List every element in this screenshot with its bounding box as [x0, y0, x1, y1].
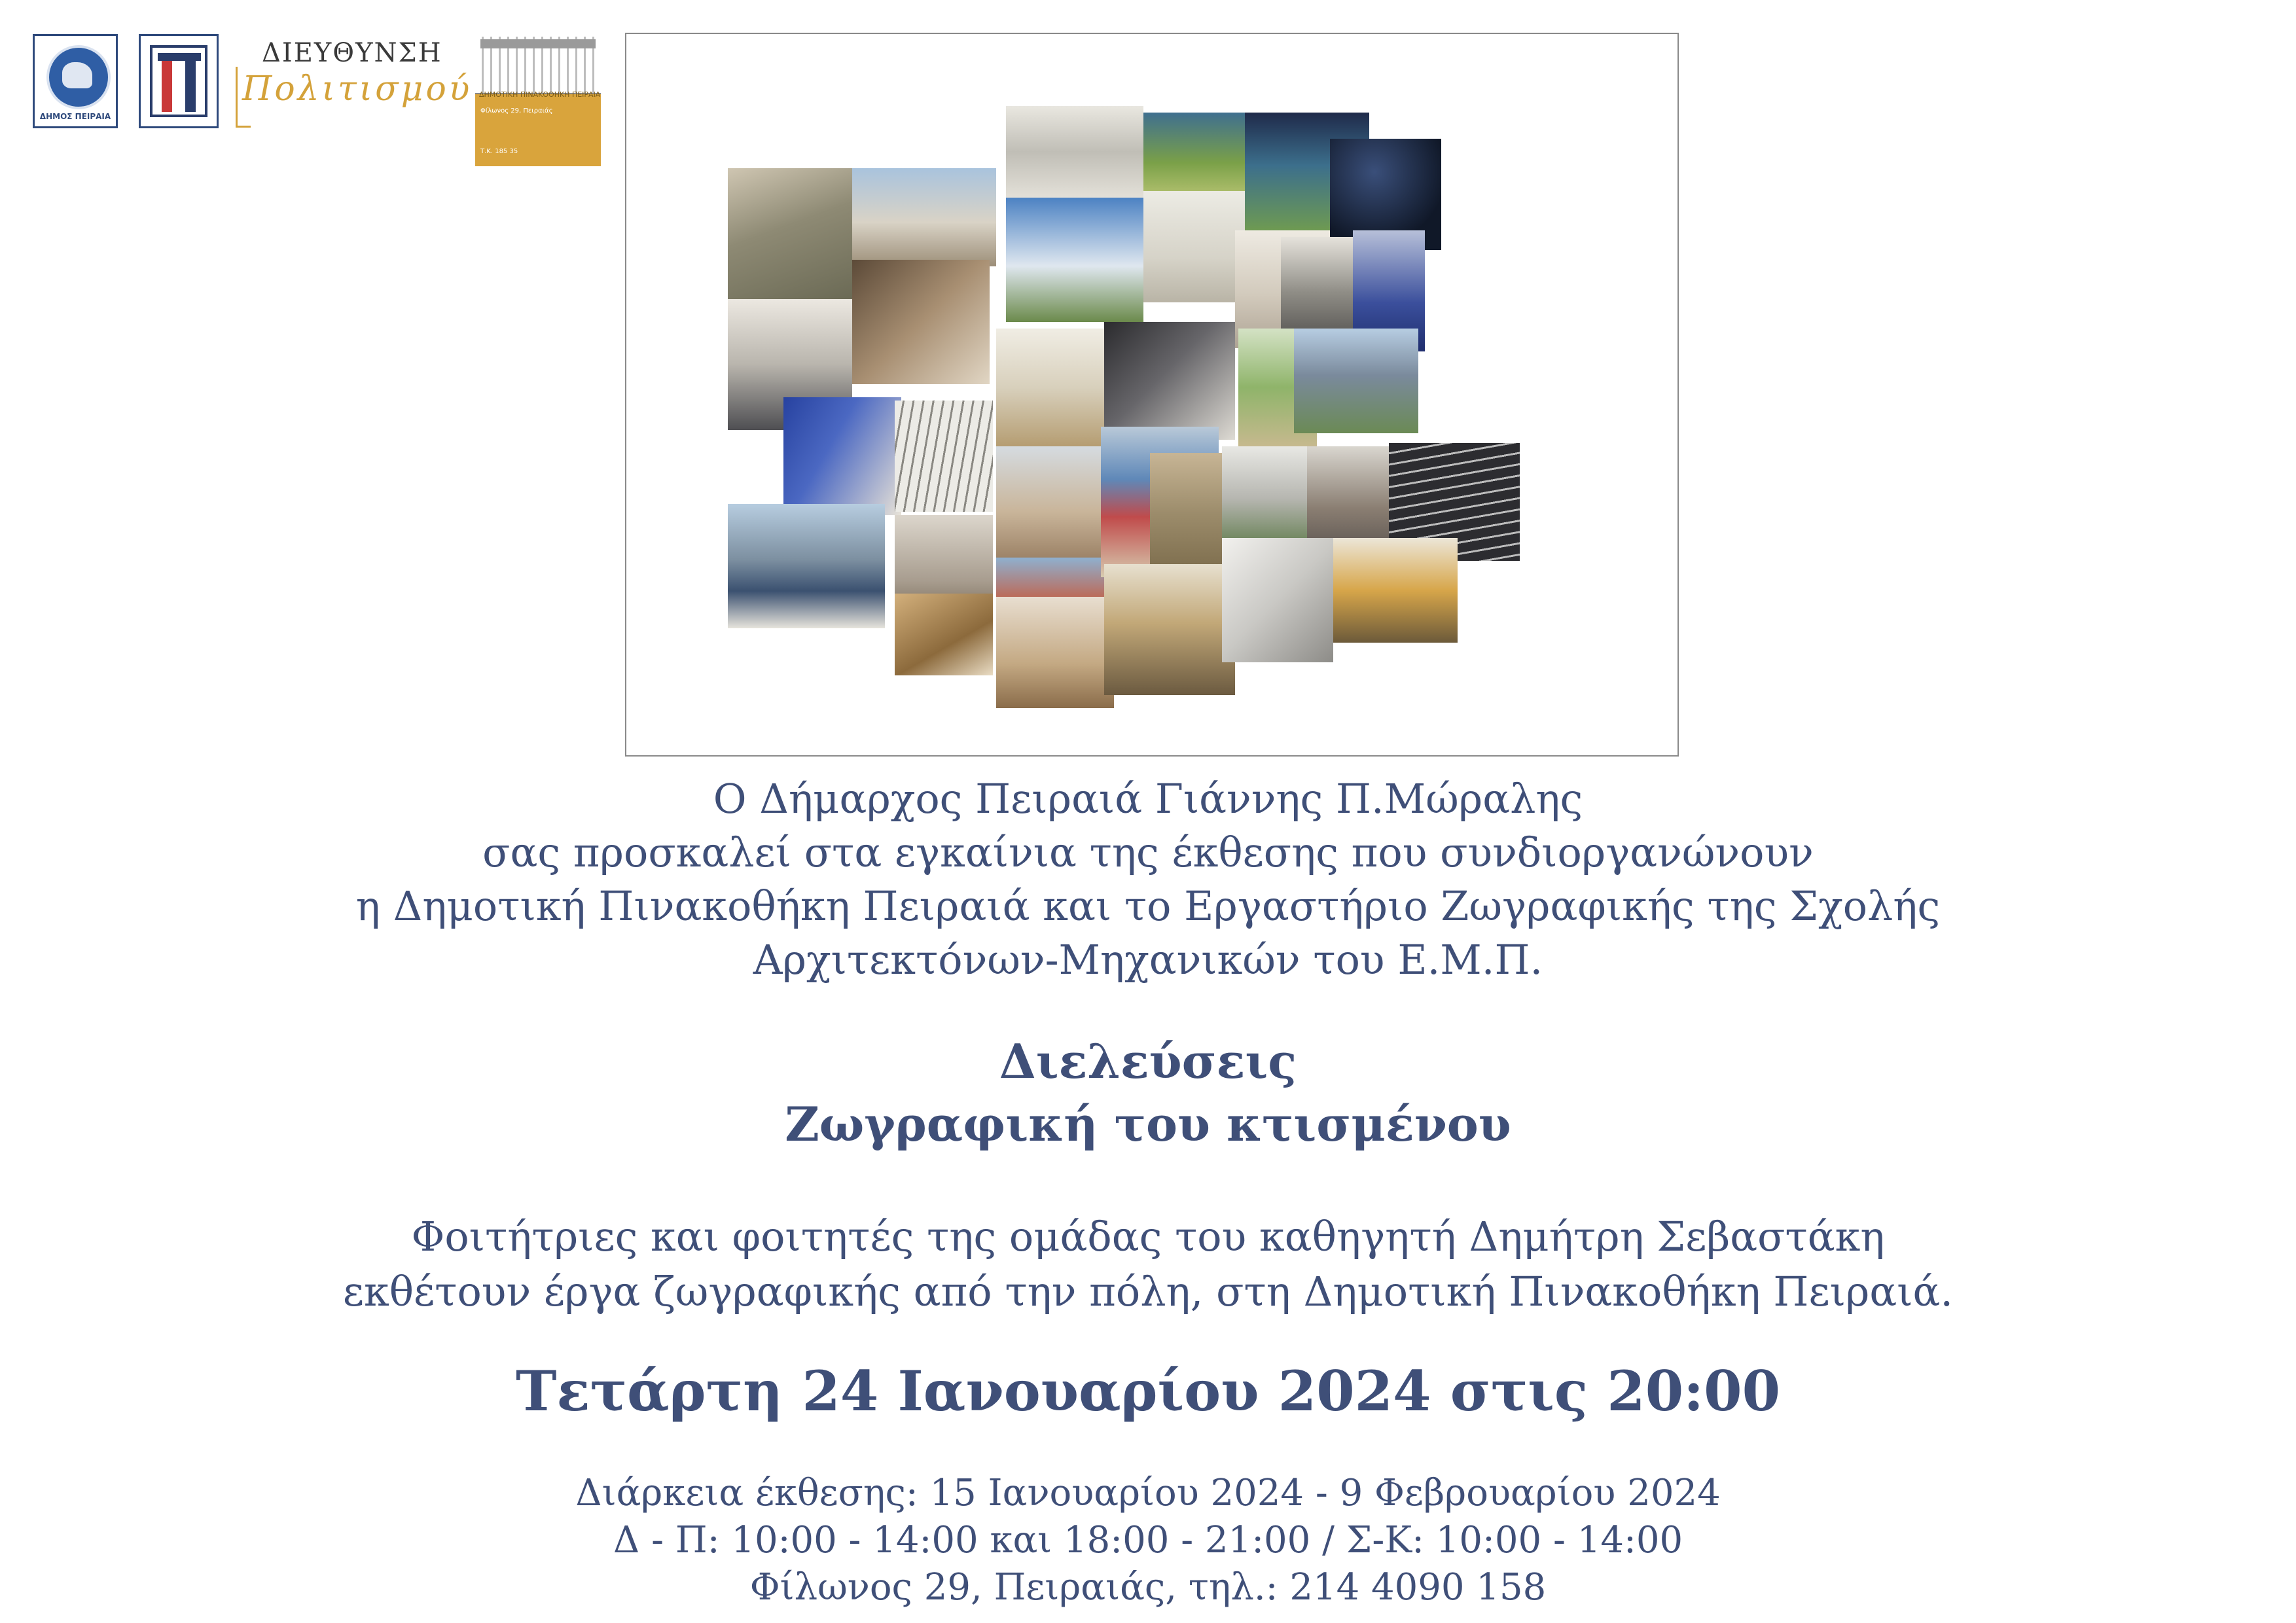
opening-hours: Δ - Π: 10:00 - 14:00 και 18:00 - 21:00 / Σ-Κ: 10:00 - 14:00 — [613, 1519, 1683, 1561]
description-line: Φοιτήτριες και φοιτητές της ομάδας του καθηγητή Δημήτρη Σεβαστάκη — [411, 1213, 1885, 1260]
municipality-seal-logo — [33, 34, 118, 128]
gallery-logo-address: Φίλωνος 29, Πειραιάς — [480, 107, 553, 115]
gallery-logo-title: ΔΗΜΟΤΙΚΗ ΠΙΝΑΚΟΘΗΚΗ ΠΕΙΡΑΙΑ — [479, 90, 601, 99]
venue-address: Φίλωνος 29, Πειραιάς, τηλ.: 214 4090 158 — [749, 1566, 1547, 1609]
collage-artwork — [852, 260, 990, 384]
exhibition-details — [0, 1470, 2296, 1611]
collage-artwork — [1333, 538, 1458, 643]
opening-datetime: Τετάρτη 24 Ιανουαρίου 2024 στις 20:00 — [515, 1359, 1781, 1423]
description-line: εκθέτουν έργα ζωγραφικής από την πόλη, στη Δημοτική Πινακοθήκη Πειραιά. — [342, 1268, 1954, 1315]
pi-monogram-logo — [139, 34, 219, 128]
collage-artwork — [852, 168, 996, 266]
collage-artwork — [1006, 198, 1143, 322]
collage-artwork — [728, 504, 885, 628]
collage-artwork — [1104, 564, 1235, 695]
invitation-line: η Δημοτική Πινακοθήκη Πειραιά και το Εργαστήριο Ζωγραφικής της Σχολής — [355, 882, 1941, 930]
exhibition-title — [0, 1030, 2296, 1156]
exhibition-duration: Διάρκεια έκθεσης: 15 Ιανουαρίου 2024 - 9 Φεβρουαρίου 2024 — [575, 1472, 1721, 1514]
collage-artwork — [1294, 329, 1418, 433]
artwork-collage-frame — [625, 33, 1679, 757]
collage-artwork — [783, 397, 901, 515]
seal-label: ΔΗΜΟΣ ΠΕΙΡΑΙΑ — [39, 112, 111, 121]
exhibition-title-line1: Διελεύσεις — [999, 1033, 1297, 1089]
municipal-gallery-logo — [475, 37, 601, 155]
exhibition-title-line2: Ζωγραφική του κτισμένου — [785, 1096, 1511, 1152]
culture-logo-line2: Πολιτισμού — [242, 69, 473, 109]
collage-artwork — [895, 401, 993, 512]
collage-artwork — [1222, 446, 1314, 551]
culture-directorate-logo — [236, 38, 473, 130]
seal-emblem-icon — [46, 45, 111, 109]
collage-artwork — [1104, 322, 1235, 440]
collage-artwork — [728, 168, 852, 299]
collage-artwork — [1222, 538, 1333, 662]
collage-artwork — [895, 594, 993, 675]
invitation-line: σας προσκαλεί στα εγκαίνια της έκθεσης που συνδιοργανώνουν — [482, 829, 1814, 876]
collage-artwork — [1006, 106, 1143, 198]
exhibition-description — [0, 1209, 2296, 1319]
invitation-line: Αρχιτεκτόνων-Μηχανικών του Ε.Μ.Π. — [753, 936, 1543, 984]
gallery-logo-postcode: Τ.Κ. 185 35 — [480, 148, 518, 155]
culture-logo-line1: ΔΙΕΥΘΥΝΣΗ — [262, 38, 442, 68]
collage-artwork — [996, 597, 1114, 708]
invitation-line: Ο Δήμαρχος Πειραιά Γιάννης Π.Μώραλης — [713, 775, 1583, 823]
invitation-text — [0, 772, 2296, 987]
